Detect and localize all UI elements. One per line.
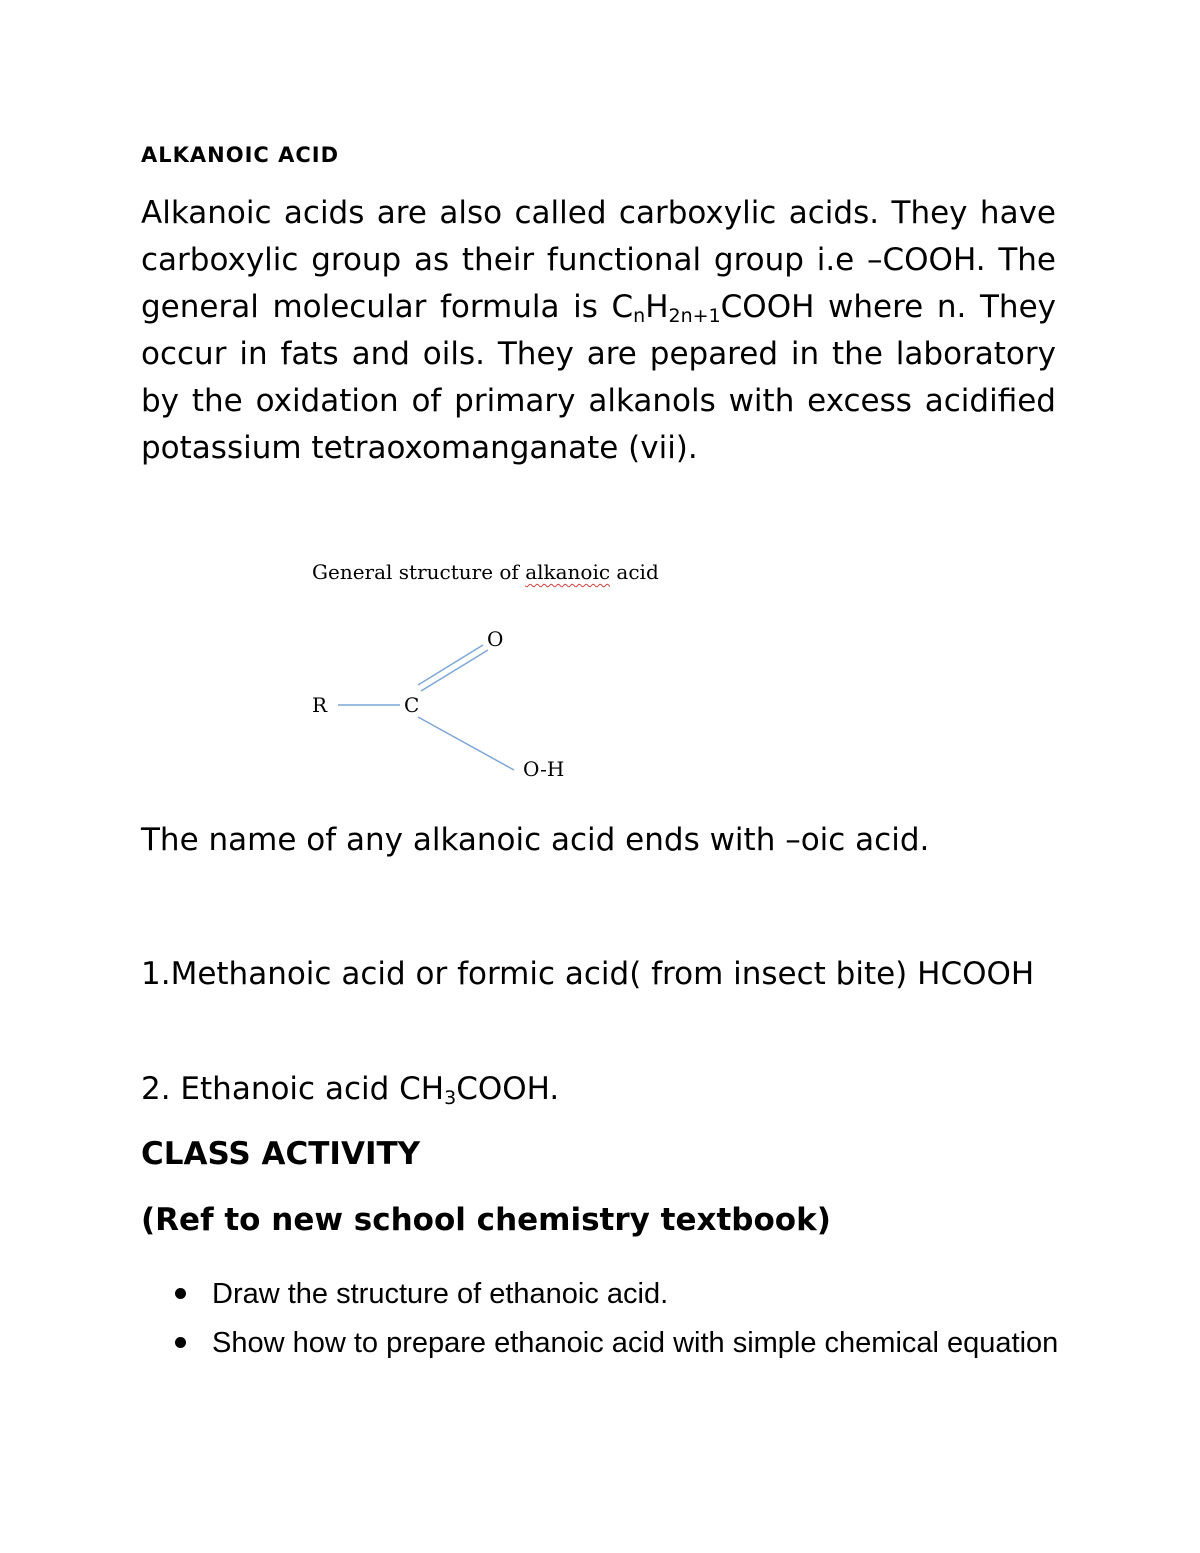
reference-note: (Ref to new school chemistry textbook) xyxy=(141,1202,831,1238)
atom-o: O xyxy=(487,627,504,651)
bullet-icon xyxy=(175,1288,186,1299)
intro-paragraph xyxy=(141,190,1056,472)
activity-task-list xyxy=(170,1270,1070,1368)
bond-lines xyxy=(300,555,680,795)
ethanoic-post: COOH. xyxy=(456,1071,560,1107)
document-title: ALKANOIC ACID xyxy=(141,143,340,167)
caption-post: acid xyxy=(610,560,659,584)
ending-note: The name of any alkanoic acid ends with –oic acid. xyxy=(141,822,930,858)
ethanoic-pre: 2. Ethanoic acid CH xyxy=(141,1071,445,1107)
caption-squiggle-word: alkanoic xyxy=(525,560,611,584)
double-bond-c-o-line1 xyxy=(418,645,483,685)
caption-pre: General structure of xyxy=(312,560,526,584)
formula-hydrogen: H xyxy=(645,289,669,325)
atom-r: R xyxy=(312,693,328,717)
atom-c: C xyxy=(404,693,420,717)
structure-figure xyxy=(300,555,680,795)
task-item xyxy=(170,1270,1070,1319)
single-bond-c-oh xyxy=(418,717,514,770)
ethanoic-subscript: 3 xyxy=(444,1087,457,1109)
example-methanoic: 1.Methanoic acid or formic acid( from insect bite) HCOOH xyxy=(141,956,1035,992)
atom-oh: O-H xyxy=(523,757,565,781)
task-text: Draw the structure of ethanoic acid. xyxy=(212,1278,669,1310)
formula-subscript-n: n xyxy=(633,305,646,327)
example-ethanoic xyxy=(141,1066,559,1113)
intro-text-part2: COOH where n. They occur in fats and oils. They are pepared in the laboratory by the oxidation of primary alkanols with excess acidified potassium tetraoxomanganate (vii). xyxy=(141,289,1056,466)
bullet-icon xyxy=(175,1337,186,1348)
intro-text-part1: Alkanoic acids are also called carboxylic acids. They have carboxylic group as their functional group i.e –COOH. The general molecular formula is C xyxy=(141,195,1056,325)
class-activity-heading: CLASS ACTIVITY xyxy=(141,1136,421,1172)
formula-subscript-2n1: 2n+1 xyxy=(668,305,721,327)
double-bond-c-o-line2 xyxy=(421,650,488,691)
task-item xyxy=(170,1319,1070,1368)
task-text: Show how to prepare ethanoic acid with simple chemical equation xyxy=(212,1327,1059,1359)
